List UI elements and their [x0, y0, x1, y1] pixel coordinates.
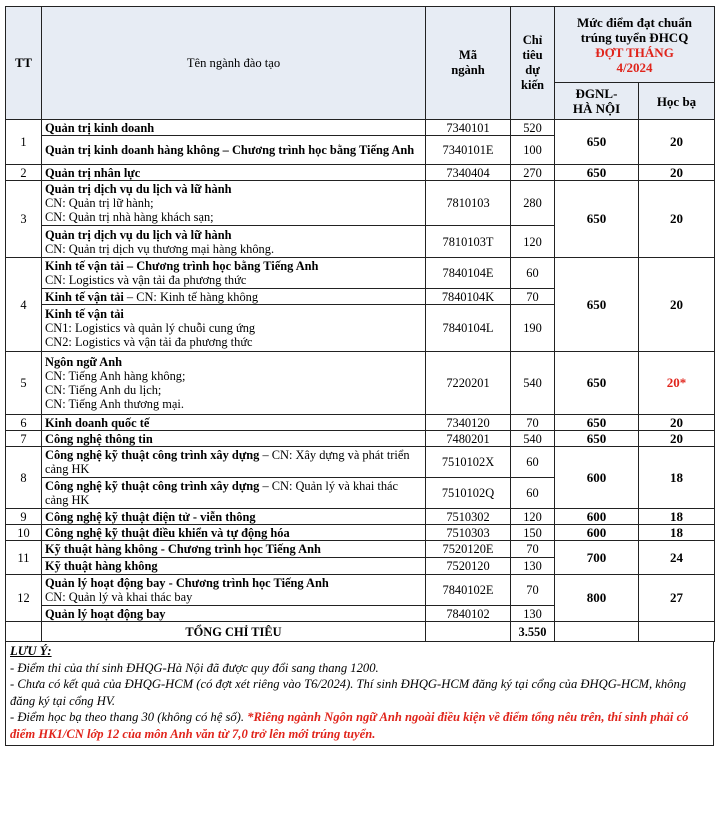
row-number: 4 — [6, 258, 42, 352]
table-row — [6, 352, 715, 415]
program-quota: 60 — [511, 447, 555, 478]
program-name: Quản trị dịch vụ du lịch và lữ hành — [45, 182, 232, 196]
total-empty-cell — [426, 622, 511, 642]
program-name-cell — [42, 431, 426, 447]
total-empty-cell — [555, 622, 639, 642]
row-number: 3 — [6, 181, 42, 258]
header-row-1 — [6, 7, 715, 83]
program-name: Công nghệ kỹ thuật công trình xây dựng — [45, 448, 260, 462]
header-code — [426, 7, 511, 120]
admission-table-document — [5, 6, 714, 746]
program-name-cell — [42, 181, 426, 226]
program-code: 7840102 — [426, 606, 511, 622]
row-number: 2 — [6, 165, 42, 181]
program-name-cell — [42, 136, 426, 165]
row-number: 7 — [6, 431, 42, 447]
table-row — [6, 165, 715, 181]
program-name: Kinh tế vận tải — [45, 307, 124, 321]
score-dgnl: 700 — [555, 541, 639, 575]
header-program-name — [42, 7, 426, 120]
program-code: 7340120 — [426, 415, 511, 431]
program-name-cell — [42, 606, 426, 622]
program-name: Công nghệ kỹ thuật điều khiển và tự động hóa — [45, 525, 290, 540]
note-plain: - Điểm học bạ theo thang 30 (không có hệ số). — [10, 710, 248, 724]
table-row — [6, 181, 715, 226]
score-hocba: 20 — [639, 258, 715, 352]
row-number: 1 — [6, 120, 42, 165]
header-code-line2: ngành — [451, 63, 485, 77]
score-hocba: 20* — [639, 352, 715, 415]
score-hocba: 27 — [639, 575, 715, 622]
program-name: Kỹ thuật hàng không - Chương trình học Tiếng Anh — [45, 542, 321, 556]
notes-section — [5, 642, 714, 746]
program-name-cell — [42, 415, 426, 431]
score-dgnl: 600 — [555, 509, 639, 525]
table-row — [6, 431, 715, 447]
score-dgnl: 650 — [555, 165, 639, 181]
program-specialization: – CN: Xây dựng và phát triển cảng HK — [45, 448, 410, 476]
program-quota: 100 — [511, 136, 555, 165]
program-name-cell — [42, 165, 426, 181]
program-quota: 190 — [511, 305, 555, 352]
program-code: 7340101E — [426, 136, 511, 165]
program-code: 7520120 — [426, 558, 511, 575]
row-number: 10 — [6, 525, 42, 541]
program-code: 7810103T — [426, 226, 511, 258]
table-row — [6, 509, 715, 525]
score-hocba: 18 — [639, 509, 715, 525]
program-name: Quản trị dịch vụ du lịch và lữ hành — [45, 227, 232, 242]
program-name-cell — [42, 289, 426, 305]
table-row — [6, 120, 715, 136]
program-code: 7510102X — [426, 447, 511, 478]
program-name: Kỹ thuật hàng không — [45, 559, 158, 573]
row-number: 8 — [6, 447, 42, 509]
score-hocba: 20 — [639, 181, 715, 258]
program-code: 7840102E — [426, 575, 511, 606]
total-row — [6, 622, 715, 642]
program-quota: 60 — [511, 478, 555, 509]
table-row — [6, 415, 715, 431]
score-dgnl: 650 — [555, 181, 639, 258]
program-quota: 540 — [511, 431, 555, 447]
program-code: 7220201 — [426, 352, 511, 415]
program-code: 7510302 — [426, 509, 511, 525]
score-dgnl: 600 — [555, 525, 639, 541]
program-quota: 70 — [511, 541, 555, 558]
program-specialization: CN1: Logistics và quản lý chuỗi cung ứng — [45, 321, 256, 335]
program-name: Kinh tế vận tải – Chương trình học bằng Tiếng Anh — [45, 259, 319, 273]
program-quota: 70 — [511, 575, 555, 606]
total-empty-cell — [6, 622, 42, 642]
score-hocba: 18 — [639, 525, 715, 541]
score-dgnl: 650 — [555, 120, 639, 165]
program-name-cell — [42, 558, 426, 575]
program-code: 7810103 — [426, 181, 511, 226]
note-line: - Điểm thi của thí sinh ĐHQG-Hà Nội đã được quy đổi sang thang 1200. — [10, 660, 379, 675]
score-hocba: 20 — [639, 165, 715, 181]
header-code-line1: Mã — [458, 48, 478, 62]
program-name-cell — [42, 258, 426, 289]
program-name-cell — [42, 120, 426, 136]
score-hocba: 20 — [639, 431, 715, 447]
admission-score-table — [5, 6, 715, 642]
program-code: 7840104L — [426, 305, 511, 352]
header-score-title-1: Mức điểm đạt chuẩn — [576, 14, 693, 30]
program-quota: 70 — [511, 289, 555, 305]
header-tt: TT — [6, 7, 42, 120]
score-dgnl: 600 — [555, 447, 639, 509]
program-quota: 70 — [511, 415, 555, 431]
header-quota-line: Chỉ — [522, 33, 543, 47]
program-specialization: CN: Quản trị dịch vụ thương mại hàng không. — [45, 241, 275, 256]
table-row — [6, 575, 715, 606]
program-quota: 280 — [511, 181, 555, 226]
score-hocba: 18 — [639, 447, 715, 509]
program-quota: 60 — [511, 258, 555, 289]
program-code: 7340404 — [426, 165, 511, 181]
notes-title: LƯU Ý: — [10, 644, 52, 658]
header-quota-line: tiêu — [522, 48, 543, 62]
program-code: 7340101 — [426, 120, 511, 136]
program-quota: 130 — [511, 606, 555, 622]
score-hocba: 24 — [639, 541, 715, 575]
table-row — [6, 258, 715, 289]
program-name: Công nghệ kỹ thuật điện tử - viễn thông — [45, 509, 256, 524]
header-quota — [511, 7, 555, 120]
program-name: Quản trị kinh doanh — [45, 120, 155, 135]
program-specialization: CN: Tiếng Anh thương mại. — [45, 397, 184, 411]
program-name: Ngôn ngữ Anh — [45, 355, 122, 369]
program-code: 7510102Q — [426, 478, 511, 509]
score-dgnl: 800 — [555, 575, 639, 622]
program-name: Quản lý hoạt động bay — [45, 606, 166, 621]
header-hocba: Học bạ — [639, 83, 715, 120]
program-code: 7510303 — [426, 525, 511, 541]
program-code: 7480201 — [426, 431, 511, 447]
program-name: Quản lý hoạt động bay - Chương trình học Tiếng Anh — [45, 576, 329, 590]
note-line-last — [10, 709, 709, 742]
program-specialization: CN: Quản trị nhà hàng khách sạn; — [45, 210, 214, 224]
program-name: Kinh tế vận tải — [45, 289, 124, 304]
program-name-cell — [42, 478, 426, 509]
program-specialization: – CN: Kinh tế hàng không — [123, 289, 259, 304]
header-score-group — [555, 7, 715, 83]
program-specialization: CN2: Logistics và vận tải đa phương thức — [45, 335, 253, 349]
program-name-cell — [42, 525, 426, 541]
program-name-cell — [42, 226, 426, 258]
total-value: 3.550 — [511, 622, 555, 642]
program-name-cell — [42, 352, 426, 415]
row-number: 12 — [6, 575, 42, 622]
program-name: Quản trị kinh doanh hàng không – Chương trình học bằng Tiếng Anh — [45, 143, 415, 157]
header-quota-line: kiến — [520, 78, 545, 92]
program-code: 7840104E — [426, 258, 511, 289]
program-quota: 150 — [511, 525, 555, 541]
note-red-english: *Riêng ngành Ngôn ngữ Anh ngoài điều kiện về điểm tổng nêu trên, thí sinh phải có điểm HK1/CN lớp 12 của môn Anh văn từ 7,0 trở lên mới trúng tuyển. — [10, 710, 689, 741]
row-number: 6 — [6, 415, 42, 431]
header-quota-line: dự — [525, 63, 540, 77]
row-number: 11 — [6, 541, 42, 575]
program-name-cell — [42, 541, 426, 558]
program-name-cell — [42, 447, 426, 478]
program-name-cell — [42, 575, 426, 606]
score-dgnl: 650 — [555, 415, 639, 431]
score-hocba: 20 — [639, 415, 715, 431]
header-round-2: 4/2024 — [616, 59, 653, 75]
program-quota: 540 — [511, 352, 555, 415]
program-quota: 120 — [511, 509, 555, 525]
program-specialization: CN: Tiếng Anh du lịch; — [45, 383, 162, 397]
program-name: Công nghệ kỹ thuật công trình xây dựng — [45, 479, 260, 493]
header-dgnl-line1: ĐGNL- — [575, 86, 618, 101]
table-row — [6, 525, 715, 541]
note-line: - Chưa có kết quả của ĐHQG-HCM (có đợt xét riêng vào T6/2024). Thí sinh ĐHQG-HCM đăng ký tại cổng của ĐHQG-HCM, không đăng ký tại cổng HV. — [10, 677, 687, 708]
program-code: 7520120E — [426, 541, 511, 558]
program-specialization: – CN: Quản lý và khai thác cảng HK — [45, 479, 399, 507]
table-row — [6, 447, 715, 478]
program-quota: 520 — [511, 120, 555, 136]
table-row — [6, 541, 715, 558]
program-quota: 270 — [511, 165, 555, 181]
program-name: Công nghệ thông tin — [45, 431, 153, 446]
total-label: TỔNG CHỈ TIÊU — [42, 622, 426, 642]
score-dgnl: 650 — [555, 258, 639, 352]
program-name-cell — [42, 305, 426, 352]
program-quota: 130 — [511, 558, 555, 575]
program-quota: 120 — [511, 226, 555, 258]
program-specialization: CN: Tiếng Anh hàng không; — [45, 369, 186, 383]
header-dgnl — [555, 83, 639, 120]
row-number: 5 — [6, 352, 42, 415]
score-hocba: 20 — [639, 120, 715, 165]
program-specialization: CN: Quản trị lữ hành; — [45, 196, 154, 210]
header-score-title-2: trúng tuyển ĐHCQ — [580, 29, 689, 45]
header-round-1: ĐỢT THÁNG — [595, 44, 674, 60]
total-empty-cell — [639, 622, 715, 642]
header-dgnl-line2: HÀ NỘI — [572, 101, 621, 116]
program-specialization: CN: Logistics và vận tải đa phương thức — [45, 273, 247, 287]
program-name: Kinh doanh quốc tế — [45, 415, 150, 430]
header-program-name-text: Tên ngành đào tạo — [186, 55, 281, 70]
row-number: 9 — [6, 509, 42, 525]
program-specialization: CN: Quản lý và khai thác bay — [45, 590, 193, 604]
program-name-cell — [42, 509, 426, 525]
score-dgnl: 650 — [555, 352, 639, 415]
program-code: 7840104K — [426, 289, 511, 305]
score-dgnl: 650 — [555, 431, 639, 447]
table-body — [6, 120, 715, 642]
program-name: Quản trị nhân lực — [45, 165, 141, 180]
